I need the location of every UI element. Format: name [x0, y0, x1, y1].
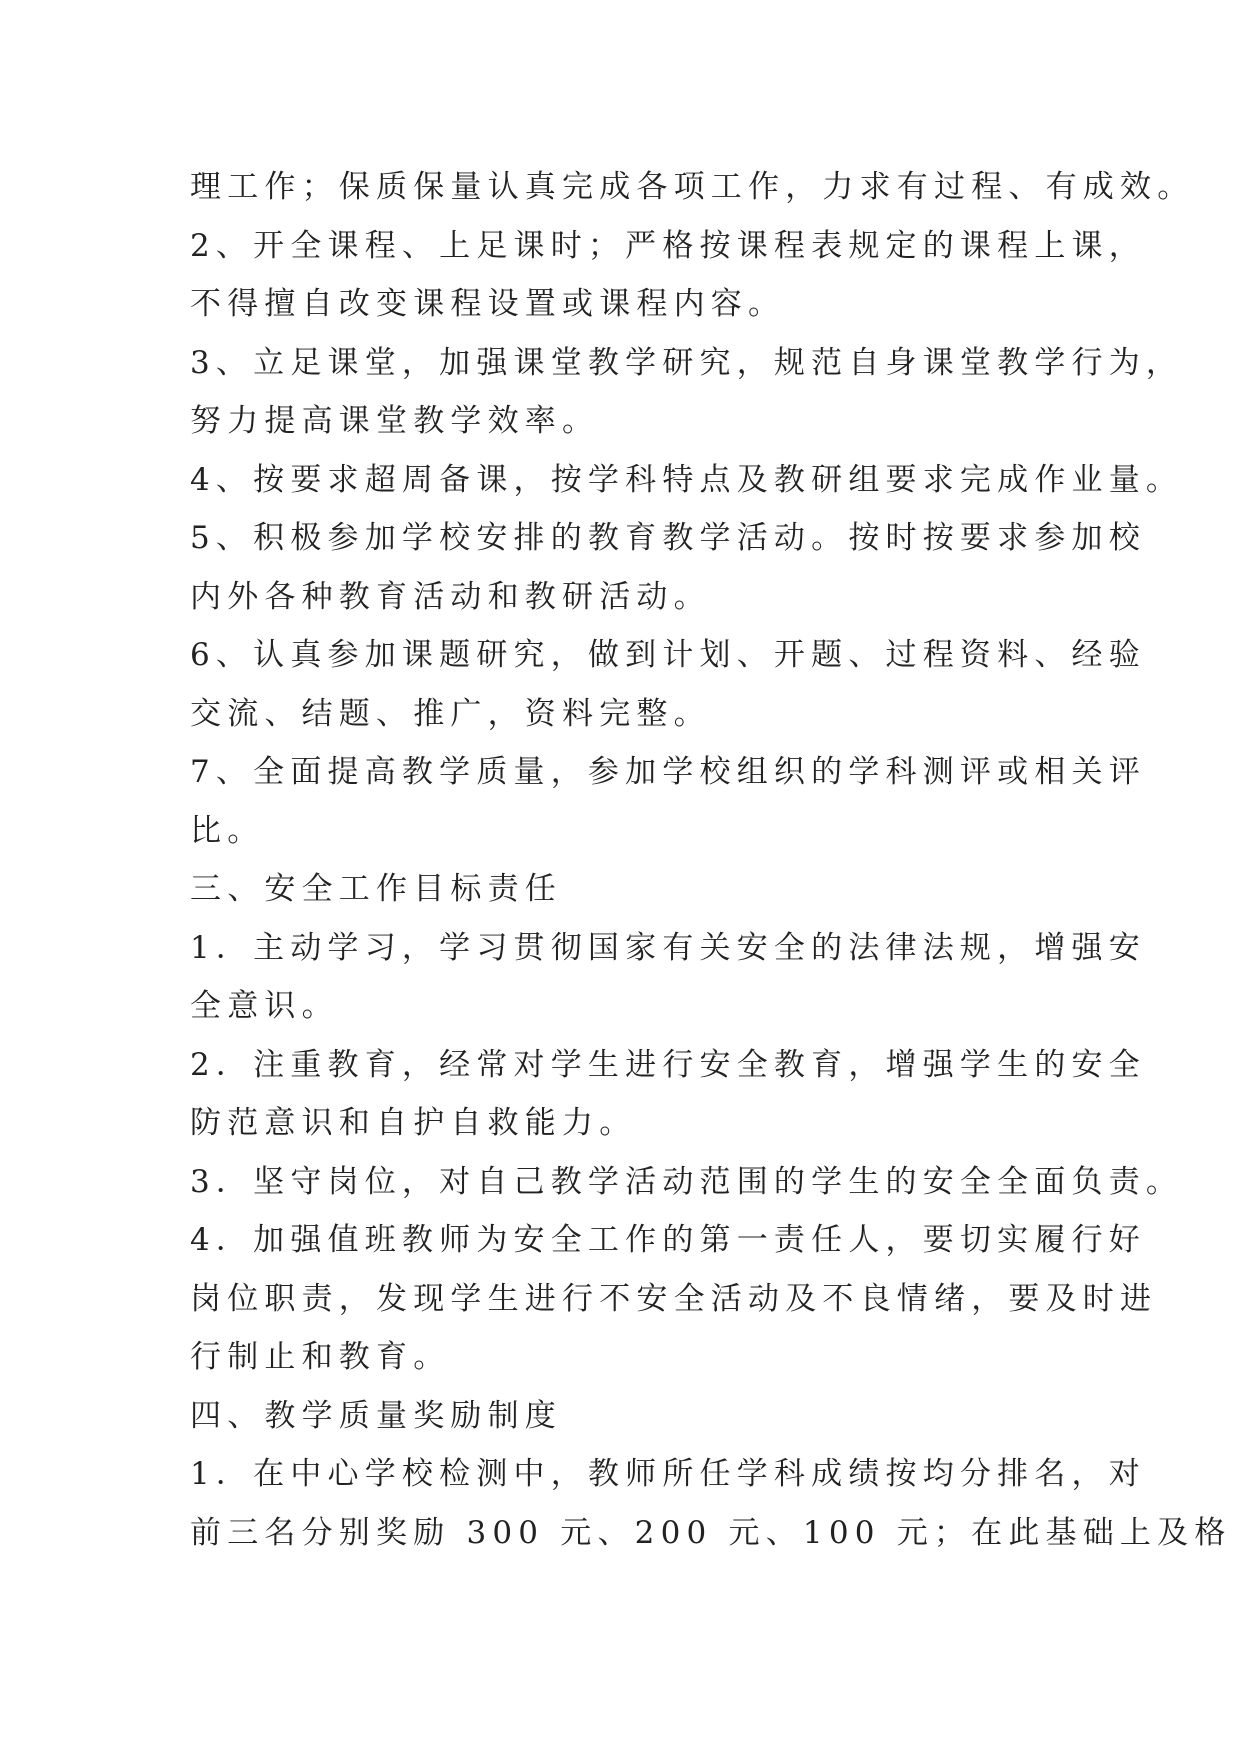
text-line: 行制止和教育。 — [190, 1339, 451, 1375]
text-line: 3、立足课堂，加强课堂教学研究，规范自身课堂教学行为， — [190, 344, 1184, 381]
text-line: 2．注重教育，经常对学生进行安全教育，增强学生的安全 — [190, 1046, 1146, 1083]
text-line: 7、全面提高教学质量，参加学校组织的学科测评或相关评 — [190, 754, 1146, 790]
text-line: 2、开全课程、上足课时；严格按课程表规定的课程上课， — [190, 227, 1146, 264]
text-line: 理工作；保质保量认真完成各项工作，力求有过程、有成效。 — [190, 169, 1195, 205]
text-line: 前三名分别奖励 300 元、200 元、100 元；在此基础上及格 — [190, 1514, 1232, 1551]
text-line: 比。 — [190, 812, 265, 849]
section-heading: 四、教学质量奖励制度 — [190, 1397, 562, 1434]
text-line: 交流、结题、推广，资料完整。 — [190, 695, 711, 732]
text-line: 4．加强值班教师为安全工作的第一责任人，要切实履行好 — [190, 1222, 1146, 1258]
text-line: 内外各种教育活动和教研活动。 — [190, 578, 711, 615]
text-line: 1．主动学习，学习贯彻国家有关安全的法律法规，增强安 — [190, 929, 1146, 966]
text-line: 4、按要求超周备课，按学科特点及教研组要求完成作业量。 — [190, 461, 1184, 498]
text-line: 努力提高课堂教学效率。 — [190, 403, 600, 439]
text-line: 5、积极参加学校安排的教育教学活动。按时按要求参加校 — [190, 520, 1146, 556]
text-line: 1．在中心学校检测中，教师所任学科成绩按均分排名，对 — [190, 1456, 1146, 1492]
section-heading: 三、安全工作目标责任 — [190, 871, 562, 907]
text-line: 防范意识和自护自救能力。 — [190, 1105, 637, 1141]
text-line: 岗位职责，发现学生进行不安全活动及不良情绪，要及时进 — [190, 1280, 1158, 1317]
text-line: 不得擅自改变课程设置或课程内容。 — [190, 286, 786, 322]
text-line: 3．坚守岗位，对自己教学活动范围的学生的安全全面负责。 — [190, 1163, 1184, 1200]
text-line: 全意识。 — [190, 988, 339, 1024]
text-line: 6、认真参加课题研究，做到计划、开题、过程资料、经验 — [190, 637, 1146, 673]
document-body — [190, 158, 1232, 1562]
